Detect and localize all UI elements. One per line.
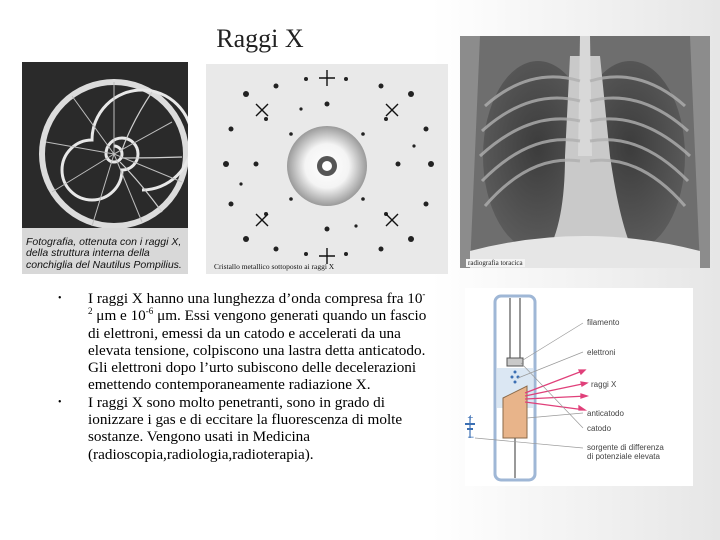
bullet-item-wavelength xyxy=(56,290,428,394)
chest-xray-image xyxy=(460,36,710,268)
label-xrays: raggi X xyxy=(591,380,617,389)
label-anticathode: anticatodo xyxy=(587,409,624,418)
label-source-line1: sorgente di differenza xyxy=(587,443,664,452)
crystal-diffraction-image xyxy=(206,64,448,274)
bullet-list xyxy=(56,290,428,463)
label-filament: filamento xyxy=(587,318,620,327)
bullet-marker: • xyxy=(58,293,62,304)
bullet-text: I raggi X sono molto penetranti, sono in grado di ionizzare i gas e di eccitare la fluorescenza di molte sostanze. Vengono usati in Medicina (radioscopia,radiologia,radioterapia). xyxy=(88,393,403,463)
chest-radiograph-drawing xyxy=(460,36,710,268)
bullet-marker: • xyxy=(58,396,62,408)
xray-tube-diagram xyxy=(465,288,693,486)
crystal-caption: Cristallo metallico sottoposto ai raggi X xyxy=(214,262,335,271)
xray-caption: radiografia toracica xyxy=(468,259,523,267)
diffraction-pattern-drawing xyxy=(206,64,448,274)
label-electrons: elettroni xyxy=(587,348,616,357)
nautilus-caption: Fotografia, ottenuta con i raggi X, della struttura interna della conchiglia del Nautilus Pompilius. xyxy=(26,235,182,271)
slide-title: Raggi X xyxy=(216,24,304,53)
label-source-line2: di potenziale elevata xyxy=(587,452,660,461)
nautilus-xray-image xyxy=(22,62,188,274)
svg-text:−: − xyxy=(467,433,475,443)
svg-text:+: + xyxy=(467,413,474,422)
label-cathode: catodo xyxy=(587,424,612,433)
bullet-item-penetration xyxy=(56,394,428,463)
bullet-text: I raggi X hanno una lunghezza d’onda compresa fra $10^{-2}$ μm e $10^{-6}$ μm. Essi vengono generati quando un fascio di elettroni, emessi da un catodo e accelerati da una elevata tensione, colpiscono una lastra detta anticatodo. Gli elettroni dopo l’urto subiscono delle decelerazioni emettendo contemporaneamente radiazione X. xyxy=(88,288,427,394)
